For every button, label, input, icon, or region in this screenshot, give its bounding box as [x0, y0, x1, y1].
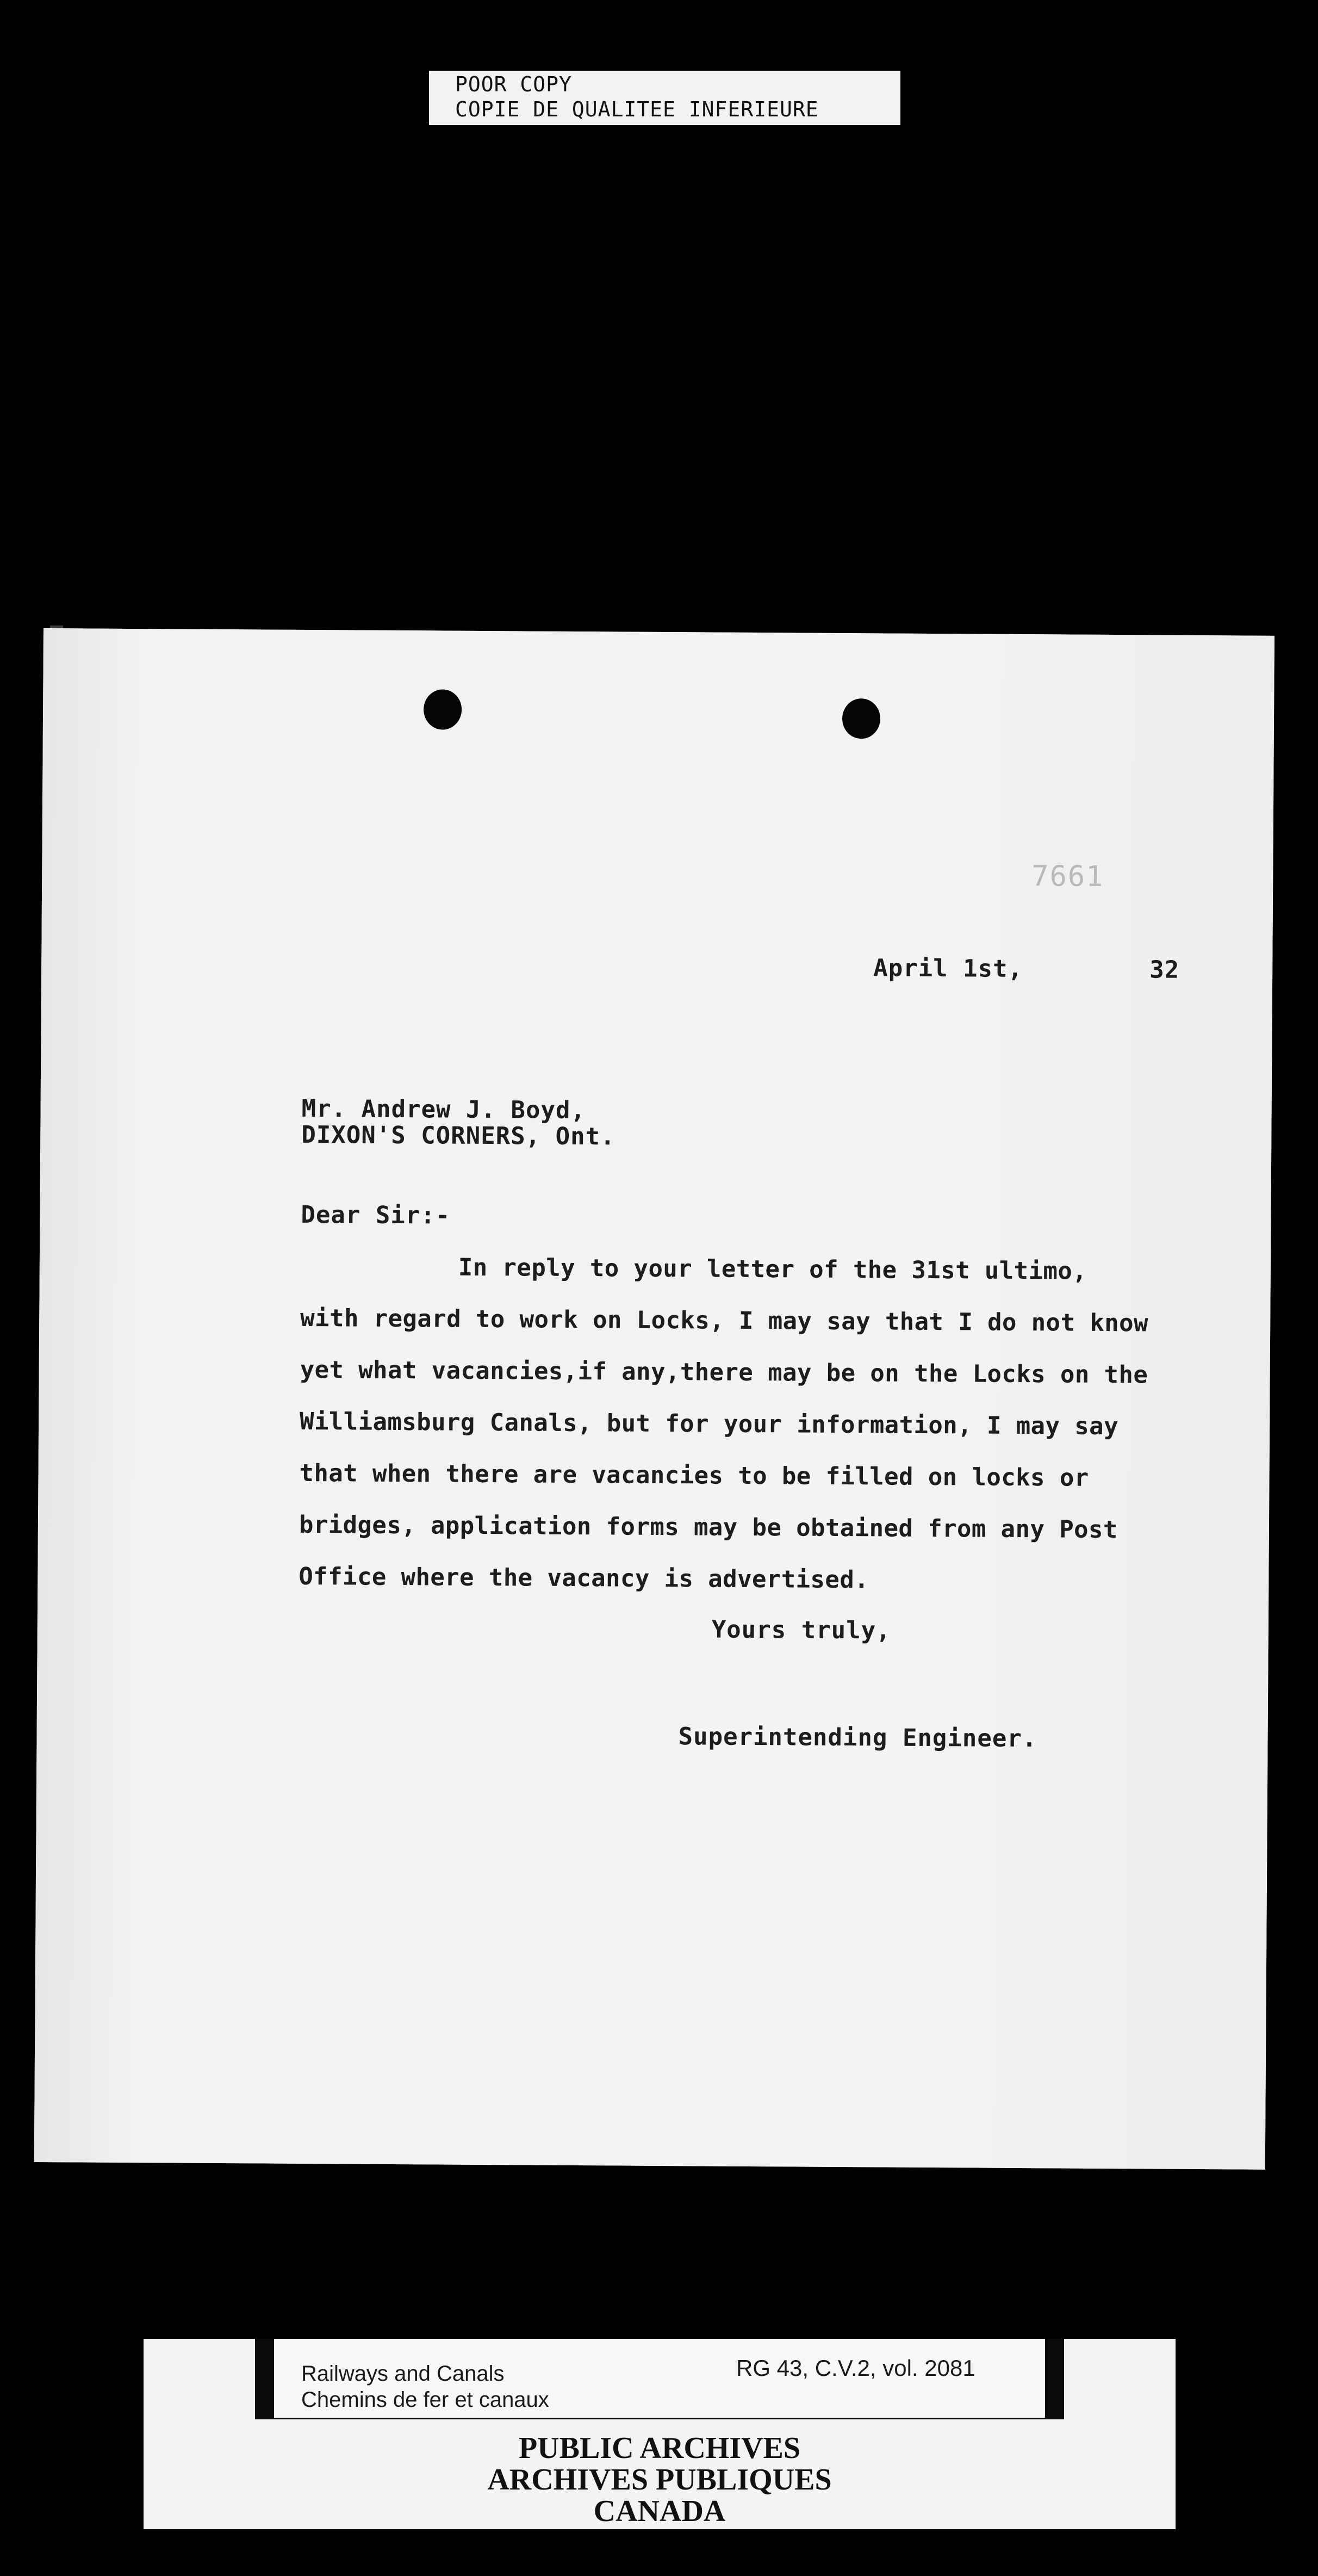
poor-copy-text: POOR COPY: [455, 72, 572, 96]
copie-qualite-text: COPIE DE QUALITEE INFERIEURE: [455, 97, 819, 121]
salutation: Dear Sir:-: [301, 1200, 451, 1230]
series-english: Railways and Canals: [301, 2362, 505, 2386]
body-line: Williamsburg Canals, but for your information, I may say: [299, 1407, 1119, 1441]
letter-date-year: 32: [1149, 956, 1180, 984]
archive-country: CANADA: [593, 2494, 726, 2528]
archive-plate: [144, 2339, 1176, 2529]
body-line: with regard to work on Locks, I may say that I do not know: [300, 1304, 1149, 1337]
archive-title-french: ARCHIVES PUBLIQUES: [487, 2463, 832, 2497]
letter-date: April 1st,: [873, 954, 1023, 983]
body-line: yet what vacancies,if any,there may be on the Locks on the: [300, 1355, 1148, 1389]
letter-page: [34, 628, 1275, 2170]
file-number: 7661: [1031, 860, 1104, 893]
body-line: In reply to your letter of the 31st ultimo,: [458, 1253, 1087, 1285]
closing: Yours truly,: [711, 1615, 891, 1645]
recipient-place: DIXON'S CORNERS, Ont.: [301, 1120, 616, 1151]
punch-hole-right: [842, 698, 880, 739]
punch-hole-left: [424, 689, 462, 729]
series-french: Chemins de fer et canaux: [301, 2388, 549, 2412]
archive-title-english: PUBLIC ARCHIVES: [518, 2431, 801, 2465]
signature-title: Superintending Engineer.: [678, 1723, 1037, 1753]
archive-reference-box: [274, 2339, 1045, 2418]
body-line: bridges, application forms may be obtained from any Post: [299, 1510, 1118, 1544]
body-line: that when there are vacancies to be filled on locks or: [299, 1459, 1089, 1492]
poor-copy-label: [429, 71, 900, 125]
body-line: Office where the vacancy is advertised.: [299, 1562, 869, 1594]
archive-reference: RG 43, C.V.2, vol. 2081: [736, 2355, 975, 2381]
recipient-name: Mr. Andrew J. Boyd,: [301, 1094, 586, 1125]
